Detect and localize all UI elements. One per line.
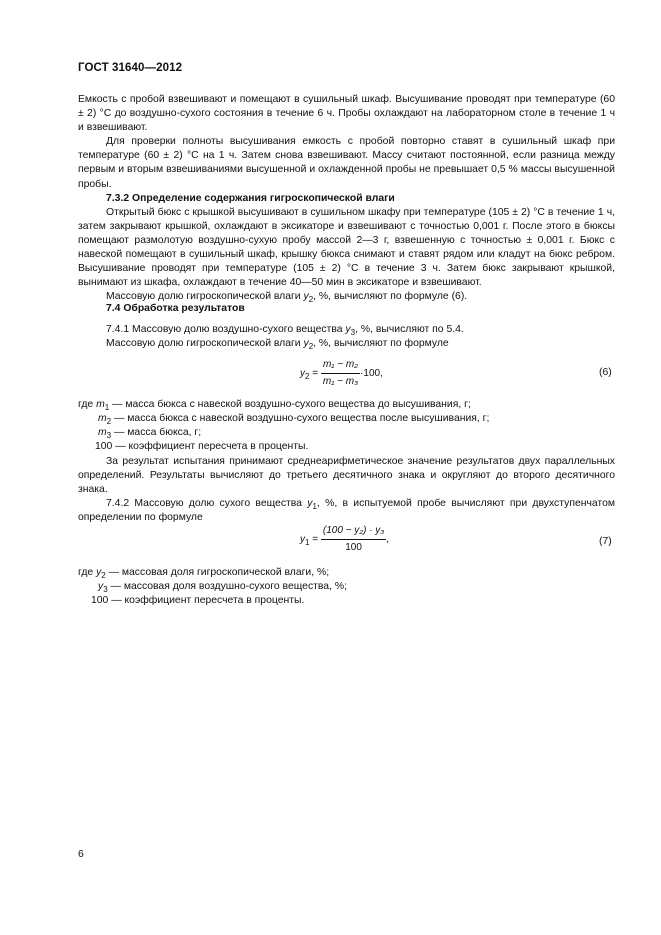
body-text-results xyxy=(78,455,615,525)
paragraph-formula6-intro: Массовую долю гигроскопической влаги $y_2$, %, вычисляют по формуле xyxy=(106,338,449,352)
paragraph-7-4-2: 7.4.2 Массовую долю сухого вещества $y_1$, %, в испытуемой пробе вычисляют при двухступенчатом определении по формуле xyxy=(78,498,615,524)
page-number: 6 xyxy=(78,849,84,860)
paragraph-7-4-1: 7.4.1 Массовую долю воздушно-сухого вещества $y_3$, %, вычисляют по 5.4. xyxy=(106,324,464,337)
formula-6: $y_2$ = $\frac{\text{m₁ − m₂}}{\text{m₁ − m₃}}$ ·100, xyxy=(300,358,383,389)
formula-7: $y_1$ = $\frac{\text{(100 − y₂) · y₃}}{100}$ , xyxy=(300,524,389,555)
formula-7-fraction: $\frac{\text{(100 − y₂) · y₃}}{100}$ xyxy=(322,525,385,554)
paragraph-drying: Емкость с пробой взвешивают и помещают в сушильный шкаф. Высушивание проводят при температуре (60 ± 2) °С до воздушно-сухого состояния в течение 6 ч. Пробы охлаждают на лабораторном столе в течение 1 ч и взвешивают. xyxy=(78,94,615,134)
paragraph-formula6-ref: Массовую долю гигроскопической влаги $y_2$, %, вычисляют по формуле (6). xyxy=(106,291,468,305)
legend-item: где $m_1$ — масса бюкса с навеской воздушно-сухого вещества до высушивания, г; xyxy=(78,399,471,412)
legend-item: $y_3$ — массовая доля воздушно-сухого вещества, %; xyxy=(98,581,347,595)
paragraph-drying-check: Для проверки полноты высушивания емкость с пробой повторно ставят в сушильный шкаф при температуре (60 ± 2) °С на 1 ч. Затем снова взвешивают. Массу считают постоянной, если разница между первым и вторым взвешиваниями высушенной и охлажденной пробы не превышает 0,5 % массы высушенной пробы. xyxy=(78,136,615,190)
legend-item: где $y_2$ — массовая доля гигроскопической влаги, %; xyxy=(78,567,330,580)
section-heading-7-4: 7.4 Обработка результатов xyxy=(106,303,245,314)
section-heading-7-3-2: 7.3.2 Определение содержания гигроскопической влаги xyxy=(106,192,395,204)
legend-item: $m_3$ — масса бюкса, г; xyxy=(98,427,202,441)
equation-number-7: (7) xyxy=(599,536,612,547)
paragraph-result: За результат испытания принимают среднеарифметическое значение результатов двух параллельных определений. Результаты вычисляют до третьего десятичного знака и округляют до второго десятичного знака. xyxy=(78,456,615,496)
paragraph-hygroscopic-method: Открытый бюкс с крышкой высушивают в сушильном шкафу при температуре (105 ± 2) °С в течение 1 ч, затем закрывают крышкой, охлаждают в эксикаторе и взвешивают с точностью 0,001 г. После этого в бюксы помещают размолотую воздушно-сухую пробу массой 2—3 г, взвешенную с точностью ± 0,001 г. Бюкс с навеской помещают в сушильный шкаф, крышку бюкса снимают и ставят рядом или кладут на бюкс ребром. Высушивание проводят при температуре (105 ± 2) °С в течение 3 ч. Затем бюкс закрывают крышкой, вынимают из шкафа, охлаждают в течение 40—50 мин в эксикаторе и взвешивают. xyxy=(78,206,615,289)
section-7-4 xyxy=(78,302,615,316)
body-text-7-4-1 xyxy=(78,323,615,351)
legend-item: $m_2$ — масса бюкса с навеской воздушно-сухого вещества после высушивания, г; xyxy=(98,413,490,427)
body-text-top xyxy=(78,93,615,304)
document-header: ГОСТ 31640—2012 xyxy=(78,62,183,74)
legend-item: 100 — коэффициент пересчета в проценты. xyxy=(91,595,305,607)
legend-item: 100 — коэффициент пересчета в проценты. xyxy=(95,441,309,453)
formula-7-legend xyxy=(78,566,347,608)
formula-6-fraction: $\frac{\text{m₁ − m₂}}{\text{m₁ − m₃}}$ xyxy=(322,359,359,388)
formula-6-legend xyxy=(78,398,489,454)
equation-number-6: (6) xyxy=(599,367,612,378)
